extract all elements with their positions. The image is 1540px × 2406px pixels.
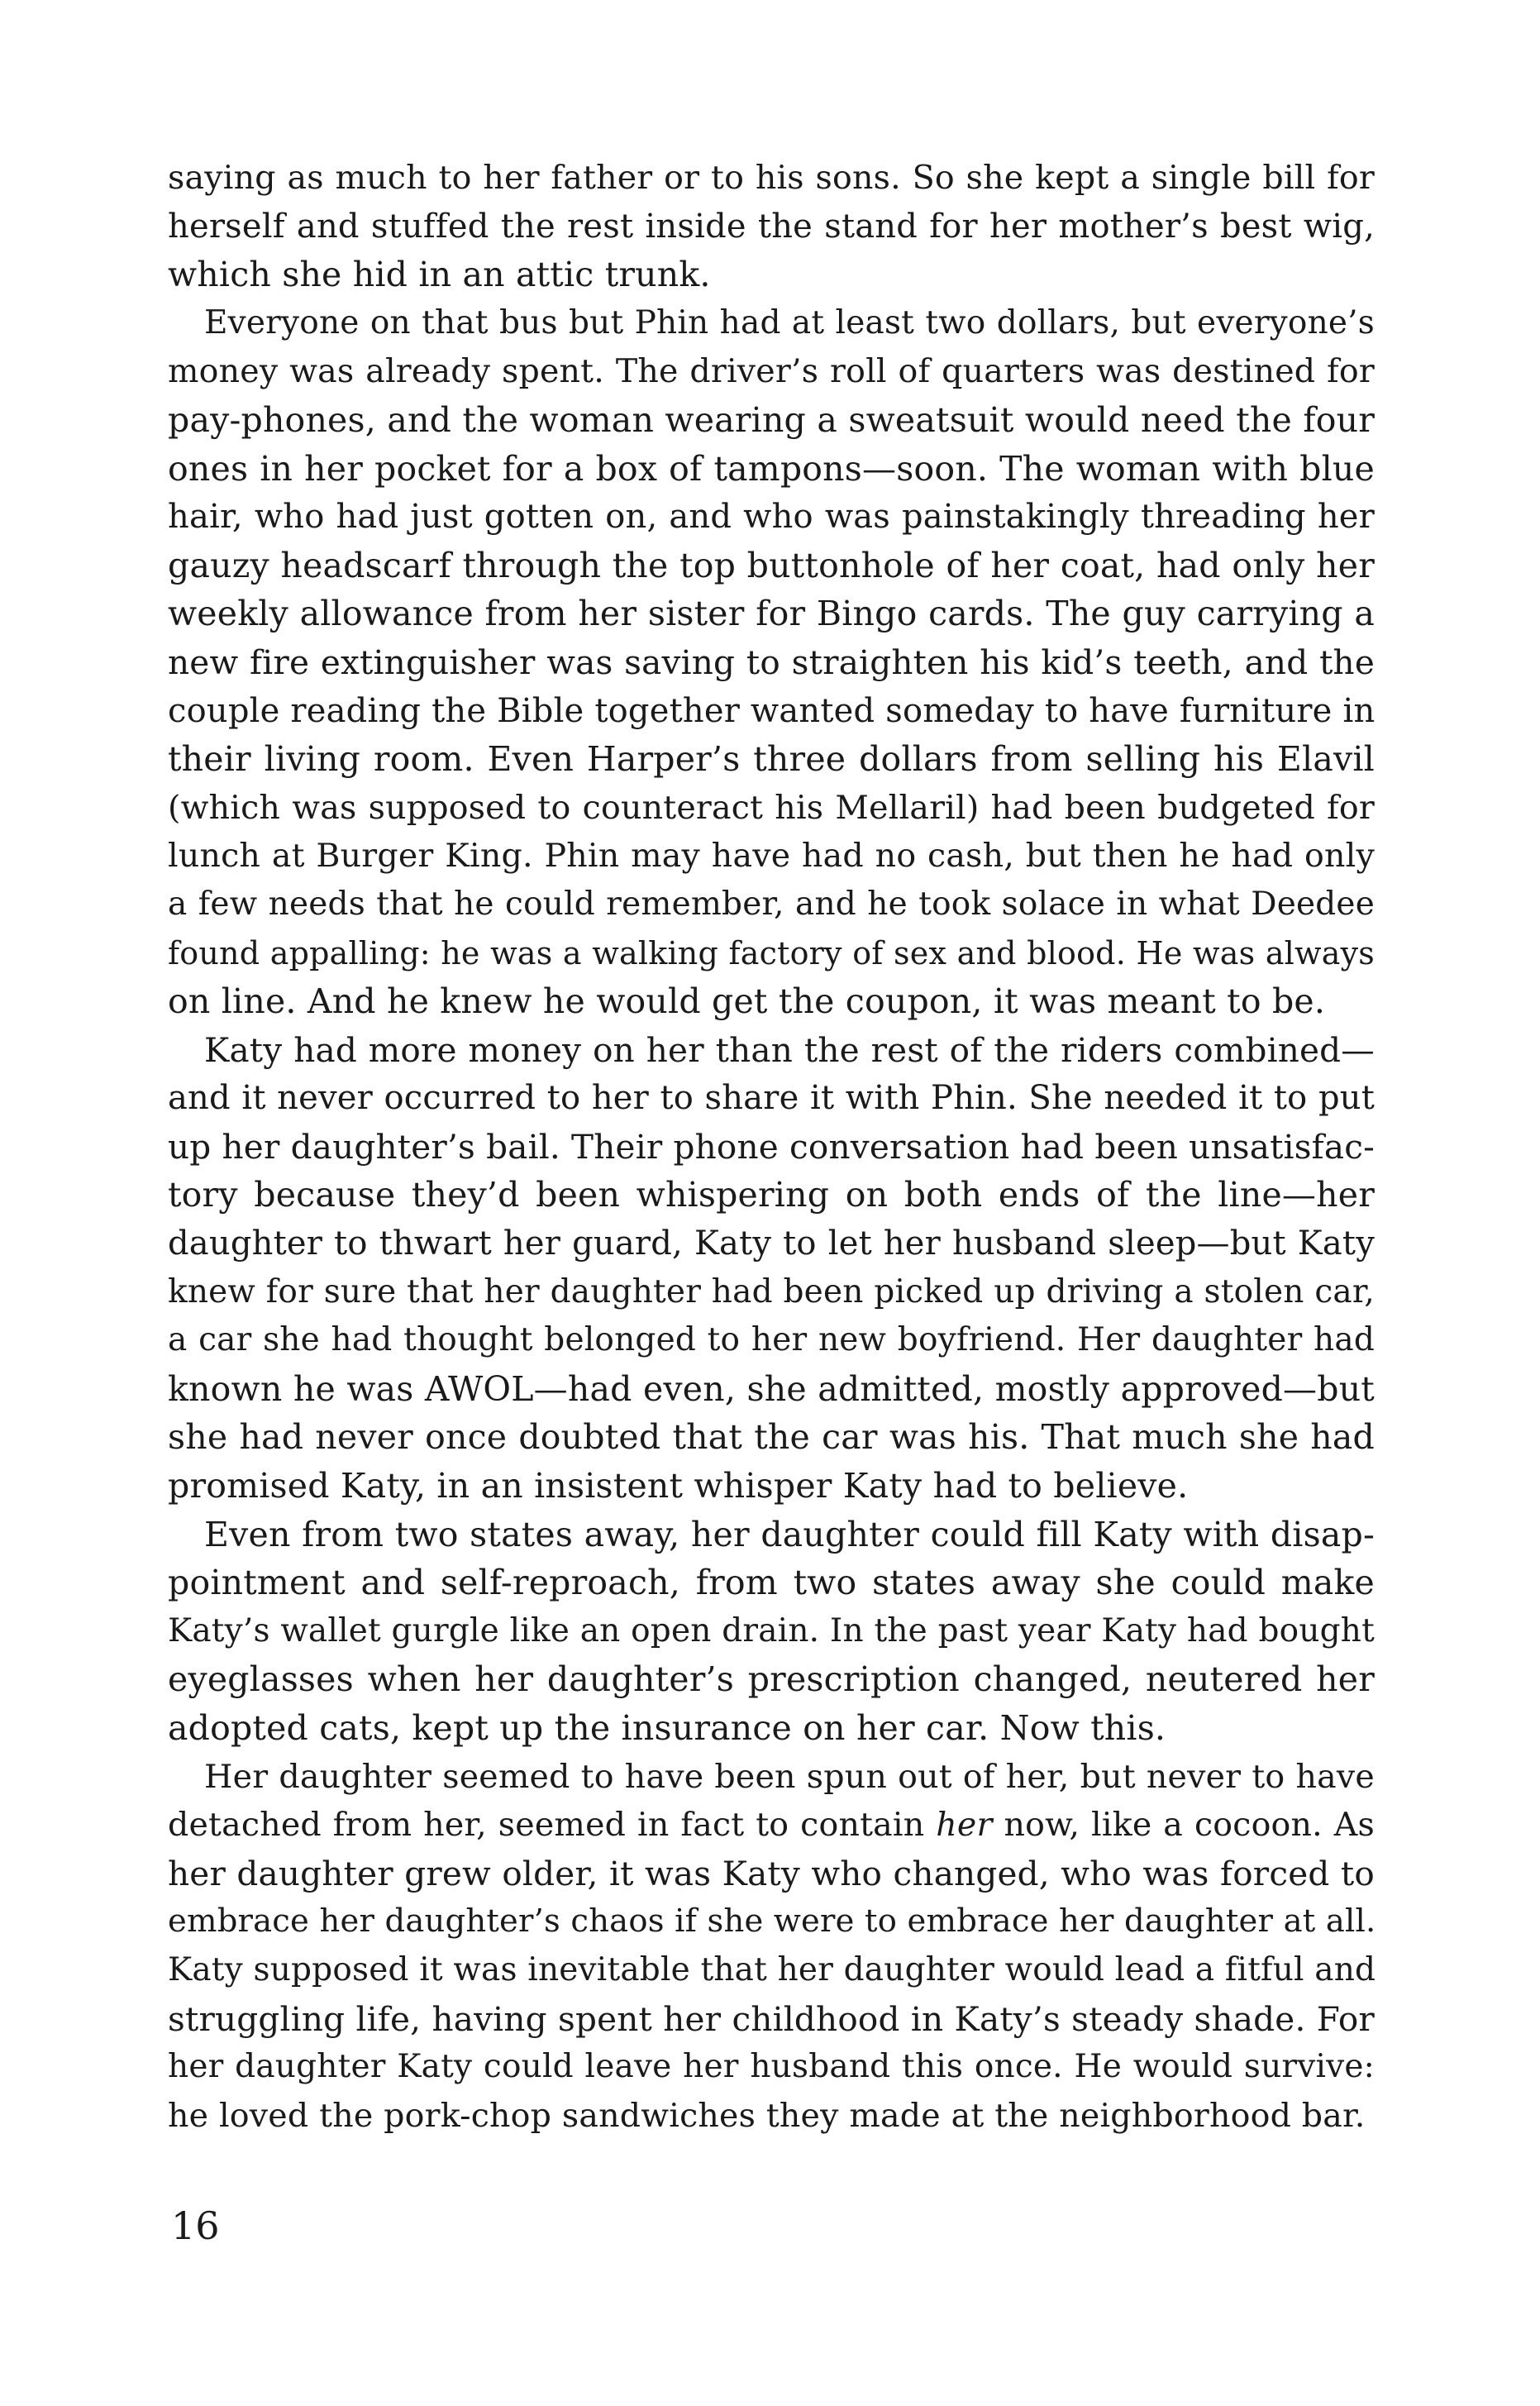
text-line: Her daughter seemed to have been spun out of her, but never to have (204, 1757, 1375, 1796)
text-line: money was already spent. The driver’s roll of quarters was destined for (168, 352, 1375, 391)
text-line: saying as much to her father or to his sons. So she kept a single bill for (168, 159, 1375, 197)
emphasis: her (936, 1806, 993, 1845)
text-line: detached from her, seemed in fact to contain her now, like a cocoon. As (168, 1806, 1375, 1845)
text-line: herself and stuffed the rest inside the stand for her mother’s best wig, (168, 207, 1375, 246)
text-line: hair, who had just gotten on, and who was painstakingly threading her (168, 498, 1375, 537)
text-line: up her daughter’s bail. Their phone conversation had been unsatisfac- (168, 1126, 1375, 1167)
text-line: her daughter grew older, it was Katy who changed, who was forced to (168, 1853, 1375, 1893)
text-line: daughter to thwart her guard, Katy to let her husband sleep—but Katy (168, 1224, 1375, 1263)
text-line: her daughter Katy could leave her husband this once. He would survive: (168, 2048, 1375, 2086)
text-line: lunch at Burger King. Phin may have had no cash, but then he had only (168, 837, 1375, 876)
text-line: pay-phones, and the woman wearing a sweatsuit would need the four (168, 399, 1375, 440)
text-line: Katy had more money on her than the rest of the riders combined— (204, 1029, 1375, 1070)
text-line: couple reading the Bible together wanted someday to have furniture in (168, 691, 1376, 730)
text-line: weekly allowance from her sister for Bingo cards. The guy carrying a (168, 594, 1375, 634)
text-line: a few needs that he could remember, and he took solace in what Deedee (168, 885, 1375, 923)
text-line: found appalling: he was a walking factory of sex and blood. He was always (168, 934, 1375, 971)
text-line: a car she had thought belonged to her new boyfriend. Her daughter had (168, 1321, 1375, 1359)
text-line: knew for sure that her daughter had been picked up driving a stolen car, (168, 1272, 1375, 1310)
text-line: struggling life, having spent her childhood in Katy’s steady shade. For (168, 1998, 1375, 2039)
text-line: he loved the pork-chop sandwiches they made at the neighborhood bar. (168, 2096, 1366, 2135)
body-text (168, 154, 1375, 2140)
text-line: known he was AWOL—had even, she admitted, mostly approved—but (168, 1368, 1375, 1409)
text-line: Even from two states away, her daughter could fill Katy with disap- (204, 1514, 1375, 1554)
text-line: Katy supposed it was inevitable that her daughter would lead a fitful and (168, 1950, 1376, 1988)
text-line: gauzy headscarf through the top buttonhole of her coat, had only her (168, 545, 1375, 585)
text-line: their living room. Even Harper’s three dollars from selling his Elavil (168, 739, 1375, 780)
text-line: which she hid in an attic trunk. (168, 255, 711, 295)
text-line: (which was supposed to counteract his Mellaril) had been budgeted for (168, 788, 1375, 827)
text-line: eyeglasses when her daughter’s prescription changed, neutered her (168, 1659, 1375, 1700)
text-line: Everyone on that bus but Phin had at least two dollars, but everyone’s (204, 303, 1375, 341)
text-line: promised Katy, in an insistent whisper Katy had to believe. (168, 1466, 1189, 1506)
page-number: 16 (171, 2203, 220, 2248)
text-line: ones in her pocket for a box of tampons—soon. The woman with blue (168, 448, 1375, 489)
text-line: new fire extinguisher was saving to straighten his kid’s teeth, and the (168, 642, 1375, 682)
text-line: and it never occurred to her to share it with Phin. She needed it to put (168, 1079, 1375, 1118)
text-line: on line. And he knew he would get the coupon, it was meant to be. (168, 981, 1326, 1022)
text-line: she had never once doubted that the car was his. That much she had (168, 1417, 1375, 1458)
text-line: adopted cats, kept up the insurance on her car. Now this. (168, 1708, 1166, 1748)
text-line: embrace her daughter’s chaos if she were to embrace her daughter at all. (168, 1902, 1376, 1941)
text-line: Katy’s wallet gurgle like an open drain. In the past year Katy had bought (168, 1611, 1375, 1649)
text-line: tory because they’d been whispering on both ends of the line—her (168, 1175, 1375, 1215)
text-line: pointment and self-reproach, from two states away she could make (168, 1563, 1375, 1603)
